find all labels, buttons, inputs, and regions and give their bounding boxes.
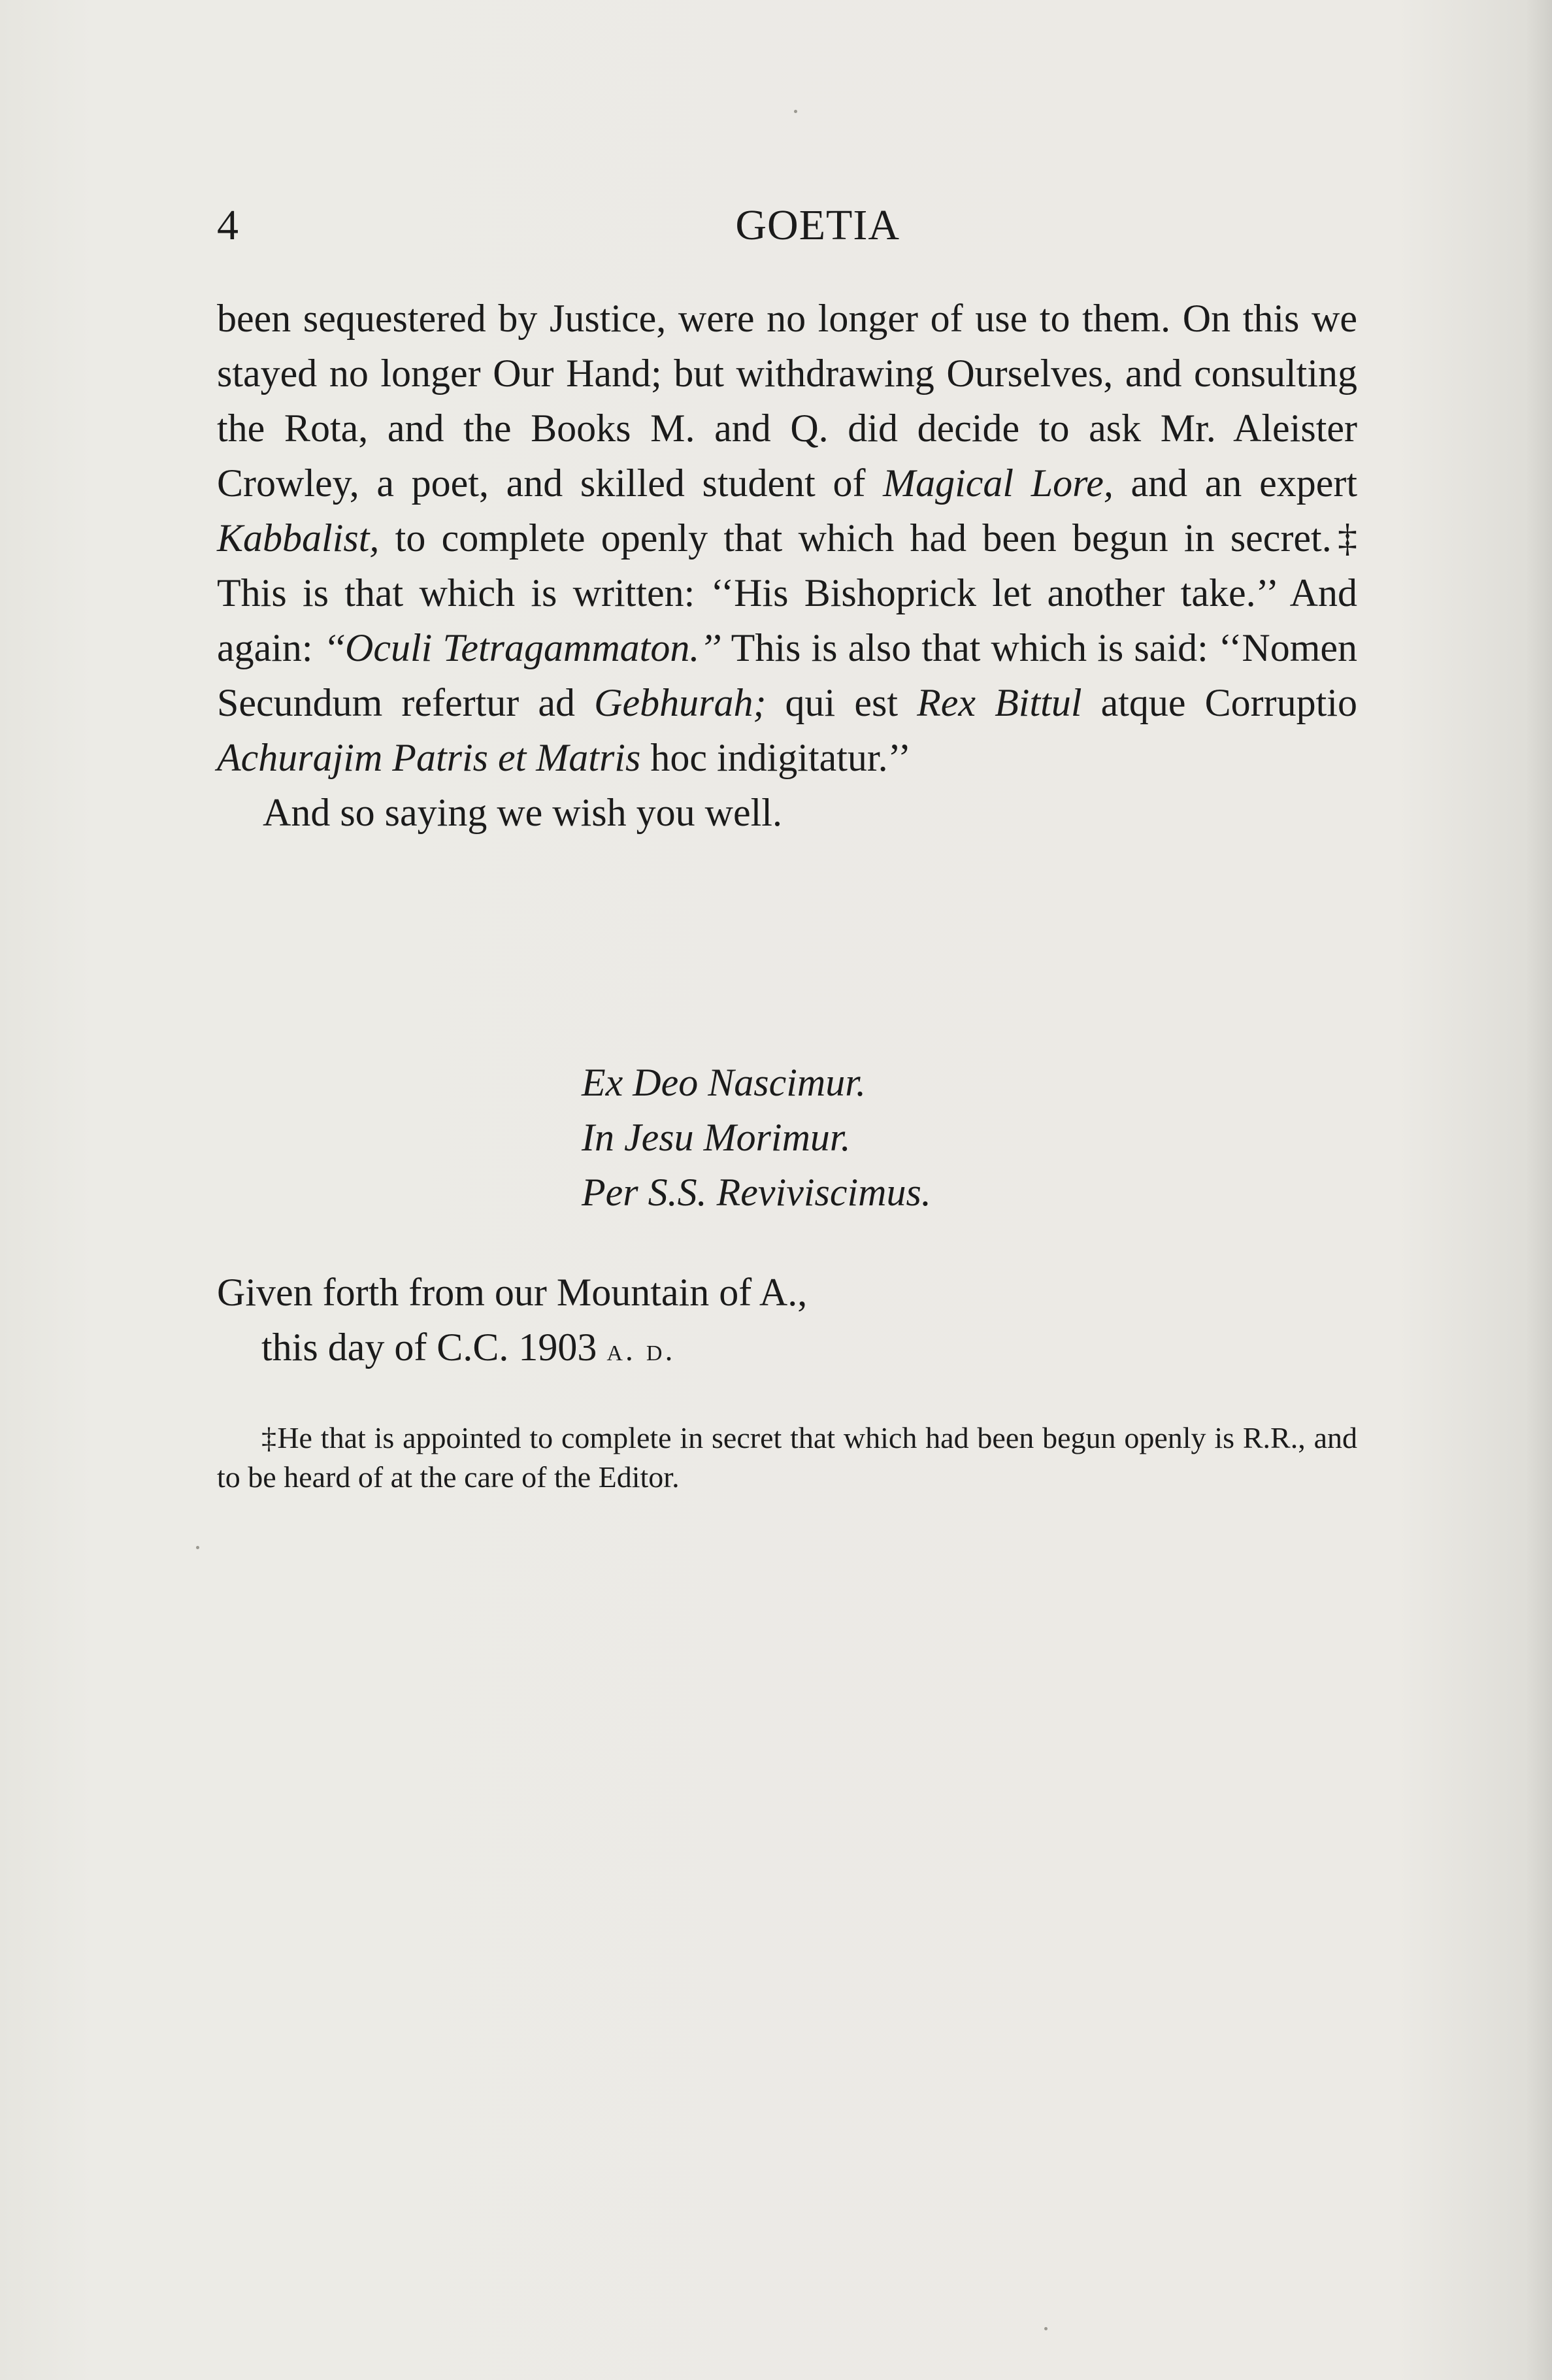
footnote-text: ‡He that is appointed to complete in secret that which had been begun openly is R.R., and to be heard of at the care of the Editor. [217, 1421, 1357, 1494]
text-run: and an expert [1113, 461, 1357, 505]
footnote [217, 1418, 1357, 1497]
running-title: GOETIA [735, 201, 900, 249]
motto-line: In Jesu Morimur. [582, 1116, 851, 1159]
text-run: This is also that which is said: ‘‘Nomen Secundum refertur ad [217, 626, 1358, 724]
latin-motto [582, 1055, 931, 1220]
closing-paragraph: And so saying we wish you well. [263, 791, 782, 834]
page-header [217, 196, 1357, 255]
italic-run: Gebhurah; [594, 681, 767, 724]
italic-run: ‘‘Oculi Tetragammaton.’’ [323, 626, 721, 669]
page-edge-shadow [1526, 0, 1552, 2380]
paper-speck [794, 110, 797, 113]
paper-speck [1044, 2327, 1048, 2330]
motto-line: Ex Deo Nascimur. [582, 1061, 866, 1104]
italic-run: Kabbalist, [217, 516, 380, 560]
dateline-era: a. d. [606, 1333, 676, 1367]
dateline-line-2 [217, 1320, 807, 1378]
dateline [217, 1265, 807, 1378]
paper-speck [196, 1546, 199, 1549]
italic-run: Rex Bittul [917, 681, 1082, 724]
text-run: to complete openly that which had been begun in secret.‡ This is that which is written: ‘‘His Bishoprick let another take.’’ And again: [217, 516, 1357, 669]
italic-run: Magical Lore, [883, 461, 1114, 505]
dateline-line-1: Given forth from our Mountain of A., [217, 1271, 808, 1314]
text-run: hoc indigitatur.’’ [640, 736, 912, 779]
main-text [217, 291, 1357, 840]
paragraph-continuation [217, 291, 1357, 785]
page-number: 4 [217, 201, 239, 249]
motto-line: Per S.S. Reviviscimus. [582, 1171, 931, 1214]
text-run: been sequestered by Justice, were no longer of use to them. On this we stayed no longer Our Hand; but withdrawing Ourselves, and consulting the Rota, and the Books M. and Q. did decide to ask Mr. Aleister Crowley, a poet, and skilled student of [217, 297, 1357, 505]
text-run: qui est [766, 681, 917, 724]
italic-run: Achurajim Patris et Matris [217, 736, 641, 779]
dateline-date: this day of C.C. 1903 [261, 1326, 607, 1369]
text-run: atque Corruptio [1081, 681, 1357, 724]
